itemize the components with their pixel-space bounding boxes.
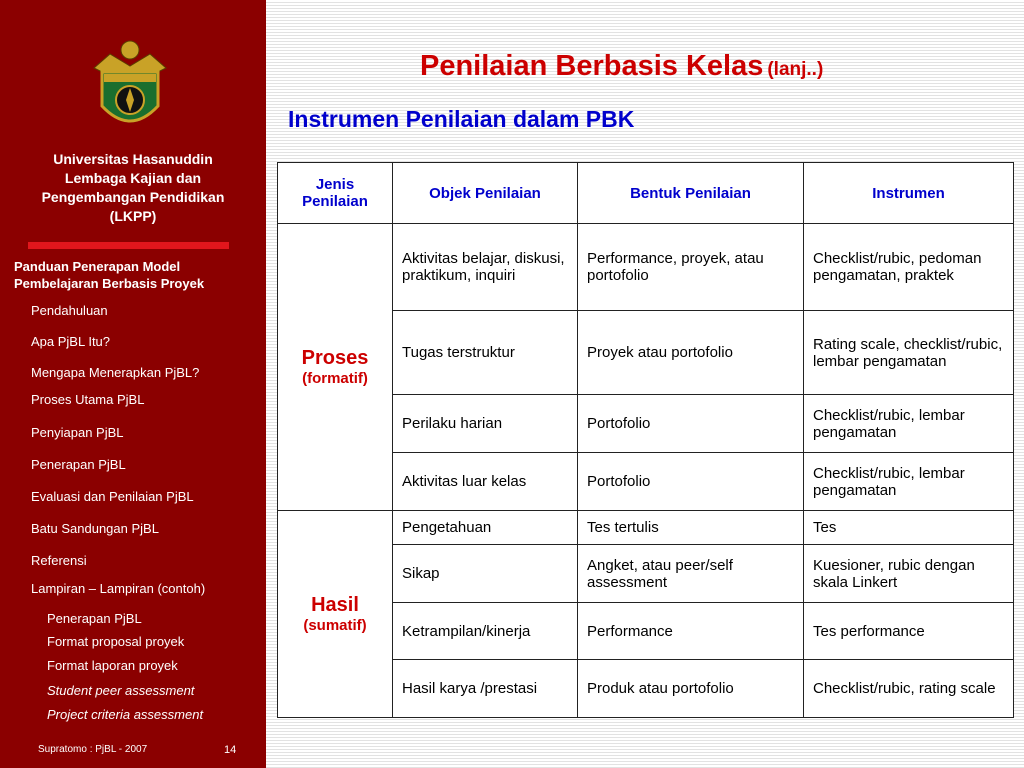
table-row [278, 224, 1014, 311]
table-row [278, 511, 1014, 545]
category-hasil-label: Hasil [311, 594, 359, 616]
table-cell: Kuesioner, rubic dengan skala Linkert [804, 545, 1014, 603]
table-cell: Aktivitas luar kelas [393, 453, 578, 511]
table-cell: Ketrampilan/kinerja [393, 603, 578, 660]
nav-item-proses-utama[interactable]: Proses Utama PjBL [31, 392, 145, 407]
guide-title-line-2: Pembelajaran Berbasis Proyek [14, 276, 205, 291]
table-cell: Pengetahuan [393, 511, 578, 545]
table-header-row [278, 163, 1014, 224]
category-hasil-sub: (sumatif) [303, 617, 367, 634]
table-cell: Portofolio [578, 395, 804, 453]
page-title-text: Penilaian Berbasis Kelas [420, 50, 764, 82]
table-cell: Portofolio [578, 453, 804, 511]
table-cell: Perilaku harian [393, 395, 578, 453]
table-cell: Aktivitas belajar, diskusi, praktikum, inquiri [393, 224, 578, 311]
sidebar [0, 0, 266, 768]
university-name: Universitas Hasanuddin [53, 151, 213, 167]
table-cell: Tes tertulis [578, 511, 804, 545]
institute-line-1: Lembaga Kajian dan [64, 170, 202, 186]
table-cell: Angket, atau peer/self assessment [578, 545, 804, 603]
nav-item-penyiapan[interactable]: Penyiapan PjBL [31, 425, 124, 440]
table-cell: Checklist/rubic, pedoman pengamatan, praktek [804, 224, 1014, 311]
subnav-item-criteria-assessment[interactable]: Project criteria assessment [47, 707, 204, 722]
page-title [420, 50, 823, 83]
category-proses-sub: (formatif) [302, 370, 368, 387]
page-title-suffix: (lanj..) [767, 59, 824, 80]
category-hasil [278, 511, 393, 718]
table-cell: Hasil karya /prestasi [393, 660, 578, 718]
nav-item-referensi[interactable]: Referensi [31, 553, 87, 568]
institute-line-2: Pengembangan Pendidikan [41, 189, 225, 205]
nav-item-mengapa[interactable]: Mengapa Menerapkan PjBL? [31, 365, 200, 380]
university-title [0, 150, 266, 226]
sidebar-divider [28, 242, 229, 249]
subnav-item-proposal[interactable]: Format proposal proyek [47, 634, 185, 649]
page-number: 14 [224, 744, 237, 756]
subnav-item-peer-assessment[interactable]: Student peer assessment [47, 683, 195, 698]
guide-title-line-1: Panduan Penerapan Model [14, 259, 181, 274]
table-cell: Tugas terstruktur [393, 311, 578, 395]
university-crest-logo [88, 36, 172, 138]
table-cell: Tes performance [804, 603, 1014, 660]
table-cell: Produk atau portofolio [578, 660, 804, 718]
table-cell: Rating scale, checklist/rubic, lembar pengamatan [804, 311, 1014, 395]
footer-credit: Supratomo : PjBL - 2007 [38, 744, 148, 755]
header-objek-penilaian: Objek Penilaian [393, 163, 578, 224]
table-cell: Tes [804, 511, 1014, 545]
header-bentuk-penilaian: Bentuk Penilaian [578, 163, 804, 224]
header-jenis-penilaian: Jenis Penilaian [278, 163, 393, 224]
table-cell: Checklist/rubic, lembar pengamatan [804, 453, 1014, 511]
institute-abbr: (LKPP) [109, 208, 157, 224]
nav-item-penerapan[interactable]: Penerapan PjBL [31, 457, 126, 472]
header-instrumen: Instrumen [804, 163, 1014, 224]
subnav-item-laporan[interactable]: Format laporan proyek [47, 658, 178, 673]
table-cell: Performance, proyek, atau portofolio [578, 224, 804, 311]
nav-item-evaluasi[interactable]: Evaluasi dan Penilaian PjBL [31, 489, 194, 504]
table-cell: Checklist/rubic, rating scale [804, 660, 1014, 718]
subnav-item-penerapan[interactable]: Penerapan PjBL [47, 611, 142, 626]
table-cell: Sikap [393, 545, 578, 603]
table-cell: Performance [578, 603, 804, 660]
nav-item-lampiran[interactable]: Lampiran – Lampiran (contoh) [31, 581, 206, 596]
guide-title [14, 258, 264, 292]
nav-item-apa-pjbl[interactable]: Apa PjBL Itu? [31, 334, 111, 349]
table-cell: Checklist/rubic, lembar pengamatan [804, 395, 1014, 453]
assessment-table [277, 162, 1014, 718]
nav-item-batu-sandungan[interactable]: Batu Sandungan PjBL [31, 521, 159, 536]
nav-item-pendahuluan[interactable]: Pendahuluan [31, 303, 108, 318]
table-cell: Proyek atau portofolio [578, 311, 804, 395]
category-proses-label: Proses [301, 347, 369, 369]
category-proses [278, 224, 393, 511]
section-title: Instrumen Penilaian dalam PBK [288, 106, 635, 132]
